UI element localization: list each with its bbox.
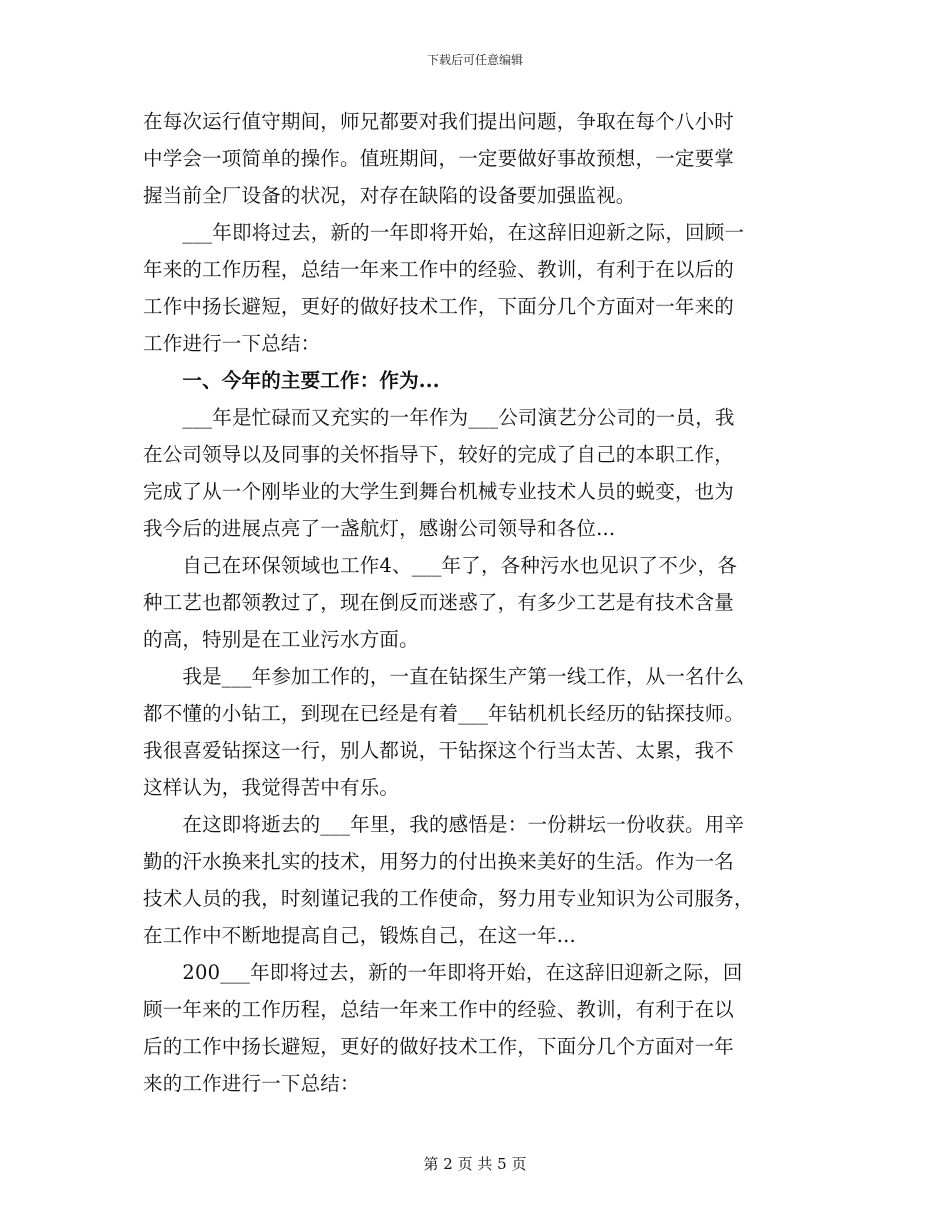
page-header: 下载后可任意编辑 [426, 53, 523, 67]
paragraph-line: 我很喜爱钻探这一行，别人都说，干钻探这个行当太苦、太累，我不 [143, 739, 735, 762]
paragraph-line: 在每次运行值守期间，师兄都要对我们提出问题，争取在每个八小时 [143, 110, 735, 133]
paragraph-line: 年来的工作历程，总结一年来工作中的经验、教训，有利于在以后的 [143, 258, 735, 281]
paragraph-line: 200___年即将过去，新的一年即将开始，在这辞旧迎新之际，回 [143, 961, 743, 984]
paragraph-line: 自己在环保领域也工作4、___年了，各种污水也见识了不少，各 [143, 554, 738, 577]
paragraph-line: 这样认为，我觉得苦中有乐。 [143, 776, 400, 799]
paragraph-line: ___年即将过去，新的一年即将开始，在这辞旧迎新之际，回顾一 [143, 221, 745, 244]
paragraph-line: 中学会一项简单的操作。值班期间，一定要做好事故预想，一定要掌 [143, 147, 735, 170]
paragraph-line: 我是___年参加工作的，一直在钻探生产第一线工作，从一名什么 [143, 665, 745, 688]
paragraph-line: 握当前全厂设备的状况，对存在缺陷的设备要加强监视。 [143, 184, 636, 207]
paragraph-line: 我今后的进展点亮了一盏航灯，感谢公司领导和各位... [143, 517, 616, 540]
paragraph-line: 在公司领导以及同事的关怀指导下，较好的完成了自己的本职工作， [143, 443, 735, 466]
paragraph-line: 来的工作进行一下总结： [143, 1072, 360, 1095]
paragraph-line: 后的工作中扬长避短，更好的做好技术工作，下面分几个方面对一年 [143, 1035, 735, 1058]
section-heading-line: 一、今年的主要工作：作为... [143, 369, 440, 392]
paragraph-line: 工作中扬长避短，更好的做好技术工作，下面分几个方面对一年来的 [143, 295, 735, 318]
paragraph-line: ___年是忙碌而又充实的一年作为___公司演艺分公司的一员，我 [143, 406, 735, 429]
paragraph-line: 勤的汗水换来扎实的技术，用努力的付出换来美好的生活。作为一名 [143, 850, 735, 873]
paragraph-line: 在工作中不断地提高自己，锻炼自己，在这一年... [143, 924, 576, 947]
paragraph-line: 都不懂的小钻工，到现在已经是有着___年钻机机长经历的钻探技师。 [143, 702, 745, 725]
document-body [143, 103, 805, 1102]
paragraph-line: 技术人员的我，时刻谨记我的工作使命，努力用专业知识为公司服务， [143, 887, 754, 910]
paragraph-line: 完成了从一个刚毕业的大学生到舞台机械专业技术人员的蜕变，也为 [143, 480, 735, 503]
paragraph-line: 种工艺也都领教过了，现在倒反而迷惑了，有多少工艺是有技术含量 [143, 591, 735, 614]
paragraph-line: 在这即将逝去的___年里，我的感悟是：一份耕坛一份收获。用辛 [143, 813, 745, 836]
paragraph-line: 的高，特别是在工业污水方面。 [143, 628, 419, 651]
paragraph-line: 顾一年来的工作历程，总结一年来工作中的经验、教训，有利于在以 [143, 998, 735, 1021]
paragraph-line: 工作进行一下总结： [143, 332, 321, 355]
page-footer: 第 2 页 共 5 页 [423, 1155, 527, 1173]
